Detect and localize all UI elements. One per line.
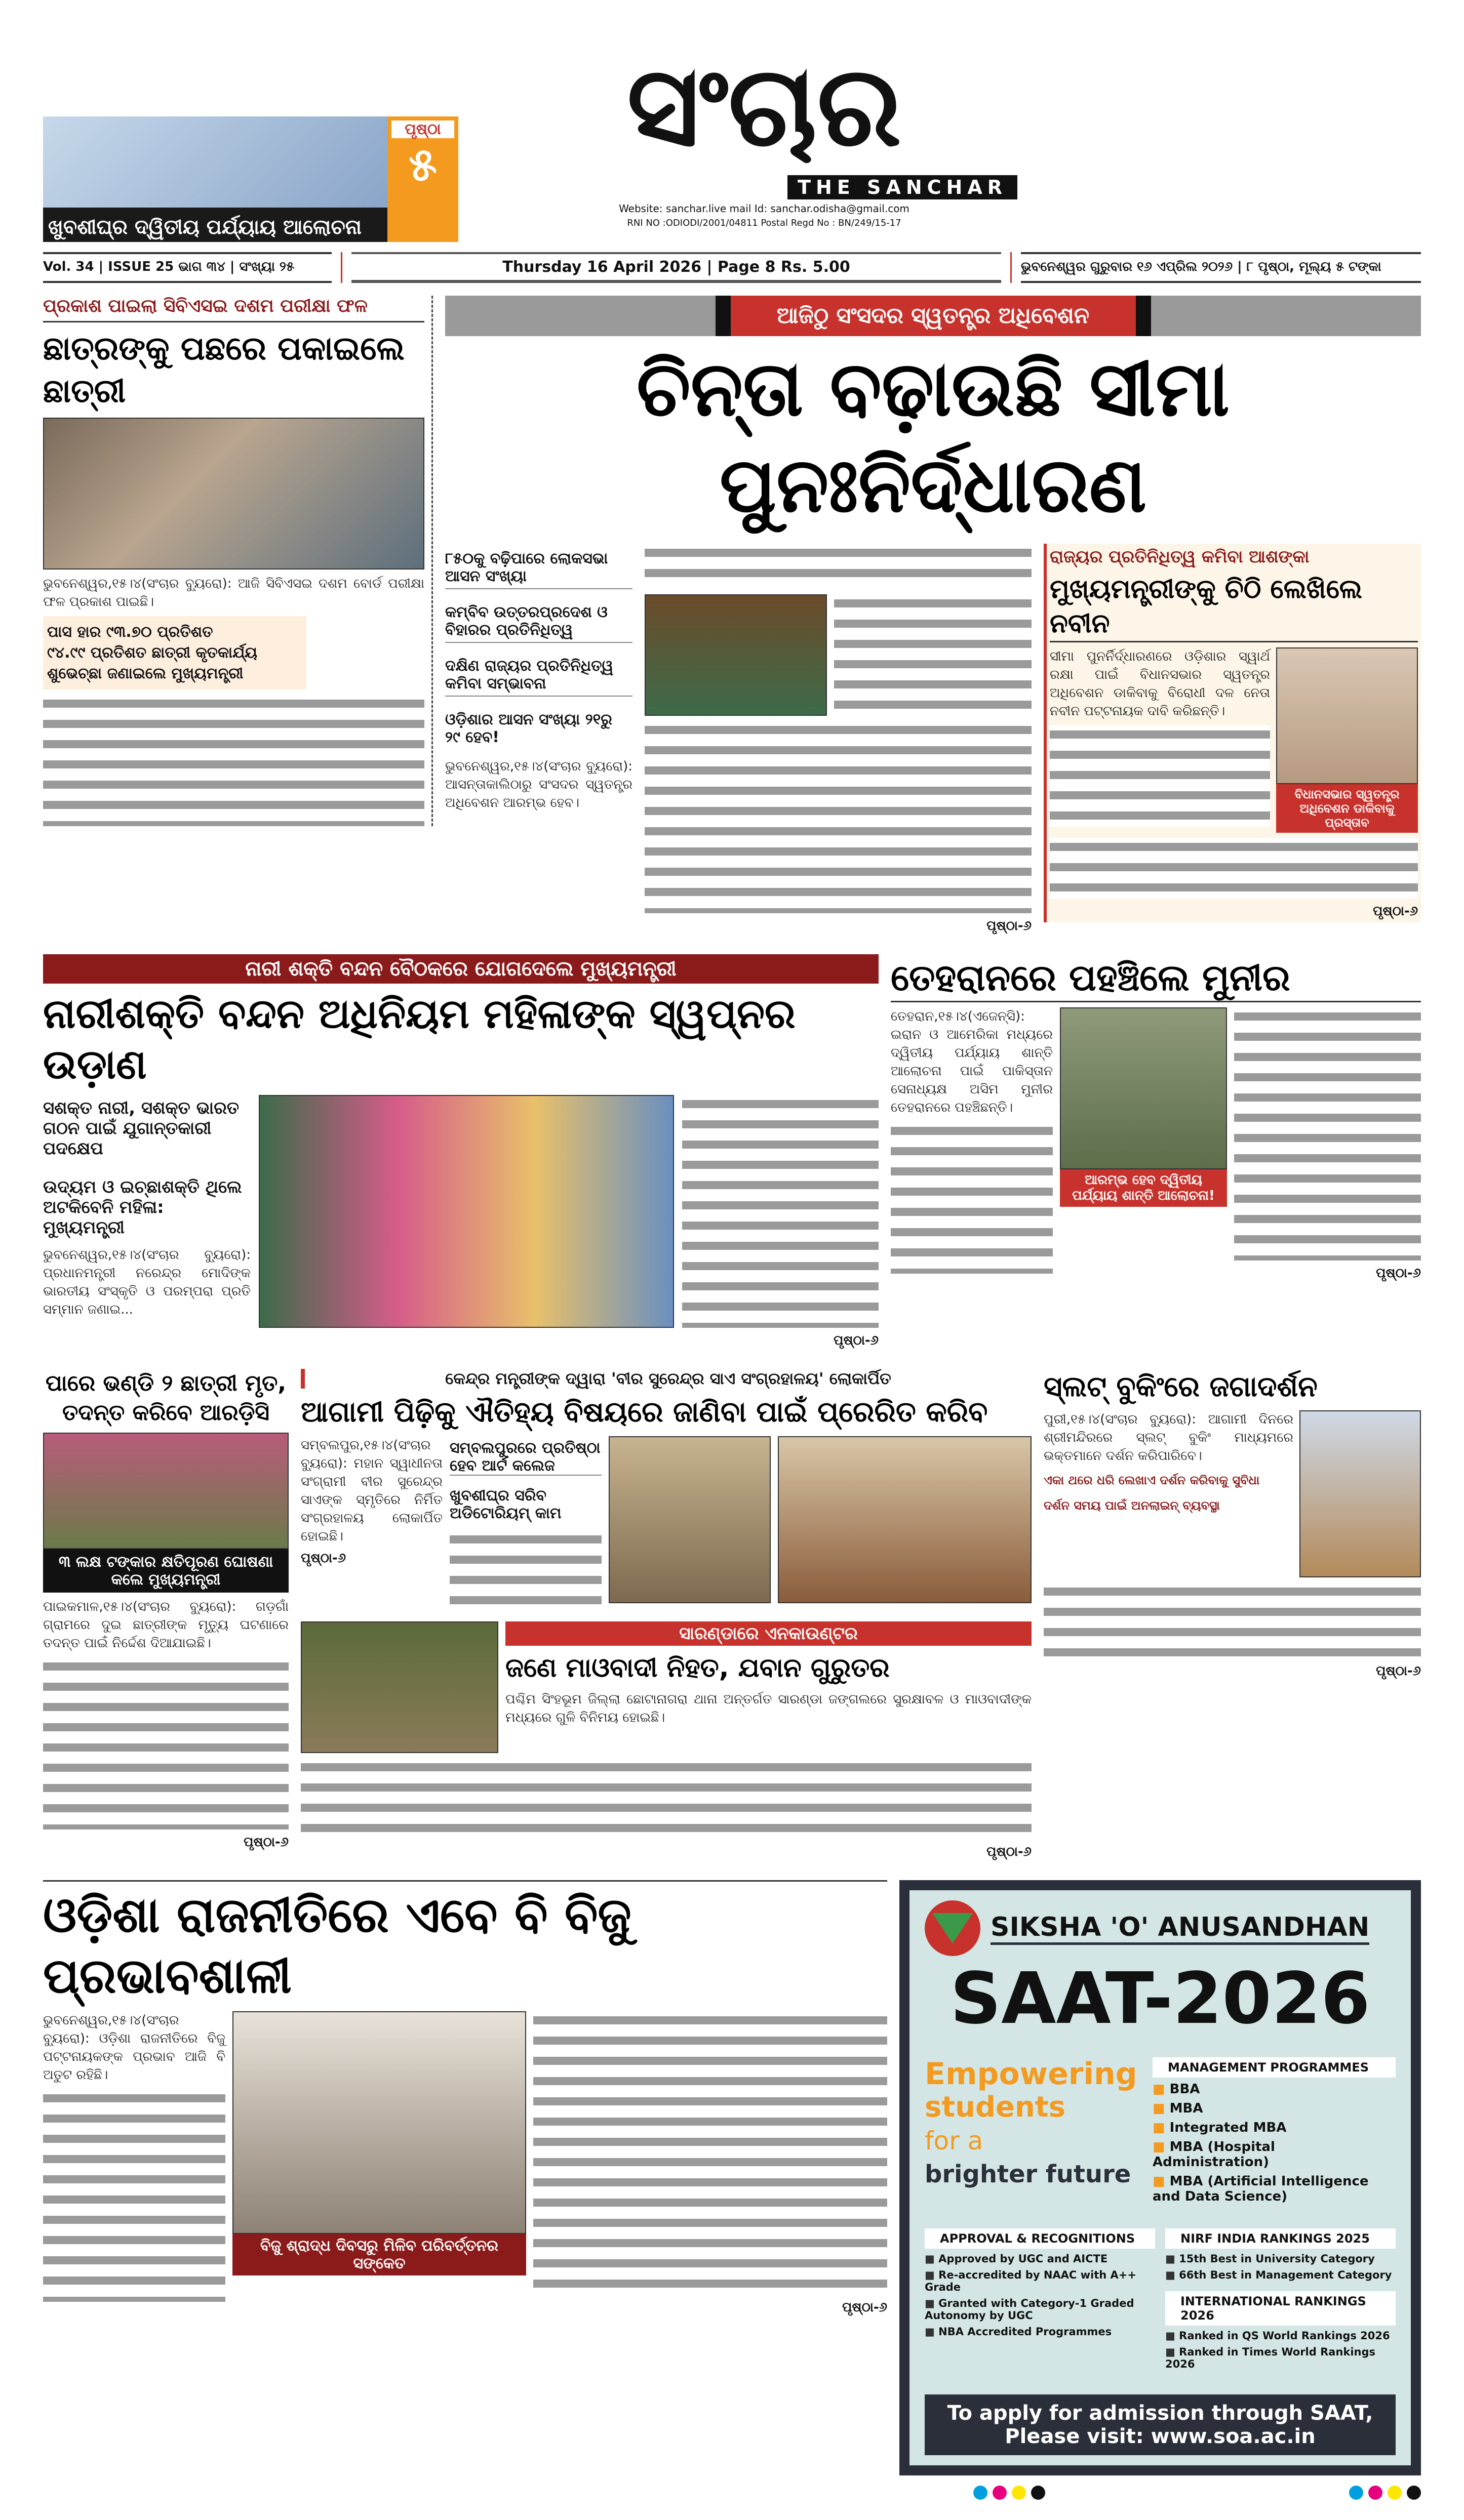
- kicker: ରାଜ୍ୟର ପ୍ରତିନିଧିତ୍ୱ କମିବା ଆଶଙ୍କା: [1050, 547, 1310, 567]
- lead-body: ଭୁବନେଶ୍ୱର,୧୫।୪(ସଂଚାର ବ୍ୟୁରୋ): ଆସନ୍ତାକାଲିଠାରୁ ସଂସଦର ସ୍ୱତନ୍ତ୍ର ଅଧିବେଶନ ଆରମ୍ଭ ହେବ।: [445, 759, 632, 810]
- teaser-page-label: ପୃଷ୍ଠା: [391, 120, 454, 138]
- kicker: ନାରୀ ଶକ୍ତି ବନ୍ଦନ ବୈଠକରେ ଯୋଗଦେଲେ ମୁଖ୍ୟମନ୍ତ୍ରୀ: [43, 954, 879, 984]
- approval-item: ■ NBA Accredited Programmes: [925, 2326, 1155, 2338]
- nirf-item: ■ 15th Best in University Category: [1165, 2253, 1396, 2265]
- teaser-box[interactable]: [43, 116, 458, 242]
- odia-date: ଭୁବନେଶ୍ୱର ଗୁରୁବାର ୧୬ ଏପ୍ରିଲ ୨୦୨୬ | ୮ ପୃଷ୍ଠା, ମୂଲ୍ୟ ୫ ଟଙ୍କା: [1021, 252, 1421, 283]
- approval-item: ■ Approved by UGC and AICTE: [925, 2253, 1155, 2265]
- body-text: ପୁରୀ,୧୫।୪(ସଂଚାର ବ୍ୟୁରୋ): ଆଗାମୀ ଦିନରେ ଶ୍ରୀମନ୍ଦିରରେ ସ୍ଲଟ୍ ବୁକିଂ ମାଧ୍ୟମରେ ଭକ୍ତମାନେ ଦର୍ଶନ କରିପାରିବେ।: [1044, 1412, 1293, 1464]
- highlight: ଦର୍ଶନ ସମୟ ପାଇଁ ଅନଲାଇନ୍ ବ୍ୟବସ୍ଥା: [1044, 1498, 1220, 1513]
- body-text: ପଶ୍ଚିମ ସିଂହଭୂମ ଜିଲ୍ଲା ଛୋଟାନାଗରା ଥାନା ଅନ୍ତର୍ଗତ ସାରଣ୍ଡା ଜଙ୍ଗଲରେ ସୁରକ୍ଷାବଳ ଓ ମାଓବାଦୀଙ୍କ ମଧ୍ୟରେ ଗୁଳି ବିନିମୟ ହୋଇଛି।: [505, 1692, 1032, 1725]
- highlight: ୯୪.୯୯ ପ୍ରତିଶତ ଛାତ୍ରୀ କୃତକାର୍ଯ୍ୟ: [47, 644, 258, 662]
- jump-link[interactable]: ପୃଷ୍ଠା-୬: [986, 1844, 1032, 1859]
- temple-photo: [1299, 1410, 1421, 1577]
- nirf-item: ■ 66th Best in Management Category: [1165, 2269, 1396, 2281]
- approval-item: ■ Granted with Category-1 Graded Autonomy by UGC: [925, 2297, 1155, 2322]
- photo-caption: ବିଧାନସଭାର ସ୍ୱତନ୍ତ୍ର ଅଧିବେଶନ ଡାକିବାକୁ ପ୍ରସ୍ତାବ: [1276, 784, 1418, 833]
- jump-link[interactable]: ପୃଷ୍ଠା-୬: [842, 2300, 887, 2315]
- lead-points: [445, 544, 632, 812]
- highlights-box: [43, 616, 306, 689]
- headline: ପାରେ ଭଣ୍ଡି ୨ ଛାତ୍ରୀ ମୃତ, ତଦନ୍ତ କରିବେ ଆରଡ଼ିସି: [45, 1370, 287, 1426]
- lead-body-columns: [645, 544, 1032, 589]
- infobar: [43, 252, 1421, 283]
- logo-odia: ସଂଚାର: [626, 42, 902, 171]
- highlight: ଶୁଭେଚ୍ଛା ଜଣାଇଲେ ମୁଖ୍ୟମନ୍ତ୍ରୀ: [47, 665, 244, 682]
- museum-photo-1: [609, 1436, 771, 1603]
- lead-point: ଦକ୍ଷିଣ ରାଜ୍ୟର ପ୍ରତିନିଧିତ୍ୱ କମିବା ସମ୍ଭାବନା: [445, 654, 632, 697]
- highlight: ଉଦ୍ୟମ ଓ ଇଚ୍ଛାଶକ୍ତି ଥିଲେ ଅଟକିବେନି ମହିଳା: ମୁଖ୍ୟମନ୍ତ୍ରୀ: [43, 1177, 242, 1238]
- headline: ଆଗାମୀ ପିଢ଼ିକୁ ଐତିହ୍ୟ ବିଷୟରେ ଜାଣିବା ପାଇଁ ପ୍ରେରିତ କରିବ: [301, 1396, 988, 1429]
- lead-kicker: ଆଜିଠୁ ସଂସଦର ସ୍ୱତନ୍ତ୍ର ଅଧିବେଶନ: [716, 296, 1151, 336]
- story-cbse[interactable]: [43, 296, 433, 826]
- headline: ଓଡ଼ିଶା ରାଜନୀତିରେ ଏବେ ବି ବିଜୁ ପ୍ରଭାବଶାଳୀ: [43, 1887, 631, 2004]
- headline: ଜଣେ ମାଓବାଦୀ ନିହତ, ଯବାନ ଗୁରୁତର: [505, 1653, 890, 1683]
- lead-body-columns: [645, 721, 1032, 913]
- biju-photo: [232, 2011, 526, 2234]
- tagline: for a: [925, 2126, 983, 2156]
- story-biju[interactable]: [43, 1880, 887, 2315]
- body-columns: [891, 1122, 1053, 1274]
- masthead-logo: [511, 40, 1017, 228]
- approval-item: ■ Re-accredited by NAAC with A++ Grade: [925, 2269, 1155, 2293]
- body-text: ଭୁବନେଶ୍ୱର,୧୫।୪(ସଂଚାର ବ୍ୟୁରୋ): ଓଡ଼ିଶା ରାଜନୀତିରେ ବିଜୁ ପଟ୍ଟନାୟକଙ୍କ ପ୍ରଭାବ ଆଜି ବି ଅତୁଟ ରହିଛି।: [43, 2013, 225, 2083]
- headline: ଛାତ୍ରଙ୍କୁ ପଛରେ ପକାଇଲେ ଛାତ୍ରୀ: [43, 330, 405, 410]
- teaser-page-number: ୫: [408, 138, 438, 191]
- museum-photo-2: [778, 1436, 1032, 1603]
- body-text: ସୀମା ପୁନର୍ନିର୍ଦ୍ଧାରଣରେ ଓଡ଼ିଶାର ସ୍ୱାର୍ଥ ରକ୍ଷା ପାଇଁ ବିଧାନସଭାର ସ୍ୱତନ୍ତ୍ର ଅଧିବେଶନ ଡାକିବାକୁ ବିରୋଧୀ ଦଳ ନେତା ନବୀନ ପଟ୍ଟନାୟକ ଦାବି କରିଛନ୍ତି।: [1050, 649, 1270, 719]
- kicker: ସାରଣ୍ଡାରେ ଏନକାଉଣ୍ଟର: [505, 1621, 1032, 1646]
- teaser-photo: [43, 116, 387, 208]
- tagline: brighter future: [925, 2160, 1131, 2188]
- students-photo: [43, 418, 424, 570]
- story-jagannath[interactable]: [1044, 1369, 1421, 1679]
- intl-item: ■ Ranked in QS World Rankings 2026: [1165, 2330, 1396, 2342]
- naveen-photo: [1276, 647, 1418, 784]
- divider: [1010, 252, 1012, 283]
- lead-point: କମ୍ବିବ ଉତ୍ତରପ୍ରଦେଶ ଓ ବିହାରର ପ୍ରତିନିଧିତ୍ୱ: [445, 600, 632, 643]
- body-columns: [533, 2011, 887, 2295]
- body-columns: [682, 1095, 879, 1328]
- body-columns: [1050, 725, 1270, 827]
- highlight: ଖୁବଶୀଘ୍ର ସରିବ ଅଡିଟୋରିୟମ୍ କାମ: [450, 1487, 562, 1522]
- lead-point: ୮୫୦କୁ ବଢ଼ିପାରେ ଲୋକସଭା ଆସନ ସଂଖ୍ୟା: [445, 547, 632, 589]
- munir-photo: [1060, 1007, 1227, 1169]
- parliament-photo: [645, 594, 827, 716]
- programmes-title: MANAGEMENT PROGRAMMES: [1153, 2057, 1396, 2078]
- jump-link[interactable]: ପୃଷ୍ଠା-୬: [1375, 1663, 1421, 1679]
- ad-title: SAAT-2026: [950, 1958, 1370, 2040]
- body-columns: [43, 2089, 225, 2302]
- soa-seal-logo: [925, 1900, 980, 1956]
- kicker: ପ୍ରକାଶ ପାଇଲା ସିବିଏସଇ ଦଶମ ପରୀକ୍ଷା ଫଳ: [43, 296, 424, 322]
- highlight: ସମ୍ବଲପୁରରେ ପ୍ରତିଷ୍ଠା ହେବ ଆର୍ଟ କଲେଜ: [450, 1439, 602, 1476]
- jump-link[interactable]: ପୃଷ୍ଠା-୬: [833, 1333, 879, 1348]
- lead-headline[interactable]: ଚିନ୍ତା ବଢ଼ାଉଛି ସୀମା ପୁନଃନିର୍ଦ୍ଧାରଣ: [637, 345, 1230, 530]
- body-columns: [43, 695, 424, 826]
- photo-caption: ଆରମ୍ଭ ହେବ ଦ୍ୱିତୀୟ ପର୍ଯ୍ୟାୟ ଶାନ୍ତି ଆଲୋଚନା!: [1060, 1169, 1227, 1207]
- logo-english: THE SANCHAR: [787, 175, 1017, 199]
- body-text: ଭୁବନେଶ୍ୱର,୧୫।୪(ସଂଚାର ବ୍ୟୁରୋ): ପ୍ରଧାନମନ୍ତ୍ରୀ ନରେନ୍ଦ୍ର ମୋଦିଙ୍କ ଭାରତୀୟ ସଂସ୍କୃତି ଓ ପରମ୍ପରା ପ୍ରତି ସମ୍ମାନ ଜଣାଇ...: [43, 1247, 251, 1317]
- jump-link[interactable]: ପୃଷ୍ଠା-୬: [1375, 1266, 1421, 1281]
- highlight: ପାସ ହାର ୯୩.୭୦ ପ୍ରତିଶତ: [47, 623, 213, 641]
- body-text: ପାଇକମାଳ,୧୫।୪(ସଂଚାର ବ୍ୟୁରୋ): ଗଡ଼ଗାଁ ଗ୍ରାମରେ ଦୁଇ ଛାତ୍ରୀଙ୍କ ମୃତ୍ୟୁ ଘଟଣାରେ ତଦନ୍ତ ପାଇଁ ନିର୍ଦ୍ଦେଶ ଦିଆଯାଇଛି।: [43, 1599, 289, 1651]
- approval-title: APPROVAL & RECOGNITIONS: [925, 2228, 1155, 2249]
- programme-item: ■ MBA (Artificial Intelligence and Data Science): [1153, 2174, 1396, 2204]
- body-columns: [1044, 1582, 1421, 1658]
- programme-item: ■ Integrated MBA: [1153, 2120, 1396, 2135]
- teaser-text: ଖୁବଶୀଘ୍ର ଦ୍ୱିତୀୟ ପର୍ଯ୍ୟାୟ ଆଲୋଚନା: [48, 216, 362, 239]
- headline: ମୁଖ୍ୟମନ୍ତ୍ରୀଙ୍କୁ ଚିଠି ଲେଖିଲେ ନବୀନ: [1050, 572, 1418, 642]
- issue-date: Thursday 16 April 2026 | Page 8 Rs. 5.00: [351, 252, 1001, 283]
- soa-advertisement[interactable]: [899, 1880, 1421, 2475]
- highlight: ସଶକ୍ତ ନାରୀ, ସଶକ୍ତ ଭାରତ ଗଠନ ପାଇଁ ଯୁଗାନ୍ତକାରୀ ପଦକ୍ଷେପ: [43, 1098, 240, 1159]
- lead-point: ଓଡ଼ିଶାର ଆସନ ସଂଖ୍ୟା ୨୧ରୁ ୨୯ ହେବ!: [445, 711, 613, 746]
- body-columns: [1234, 1007, 1421, 1261]
- highlight: ଏକା ଥରେ ଧରି ଲେଖାଏ ଦର୍ଶନ କରିବାକୁ ସୁବିଧା: [1044, 1473, 1260, 1487]
- jump-link[interactable]: ପୃଷ୍ଠା-୬: [1372, 904, 1418, 919]
- photo-caption: ୩ ଲକ୍ଷ ଟଙ୍କାର କ୍ଷତିପୂରଣ ଘୋଷଣା କଲେ ମୁଖ୍ୟମନ୍ତ୍ରୀ: [43, 1549, 289, 1593]
- tagline: Empowering: [925, 2056, 1137, 2092]
- story-drown[interactable]: [43, 1369, 289, 1850]
- story-tehran[interactable]: [891, 954, 1421, 1281]
- body-columns: [1050, 838, 1418, 899]
- rni-line: RNI NO :ODIODI/2001/04811 Postal Regd No : BN/249/15-17: [627, 218, 901, 228]
- programme-item: ■ BBA: [1153, 2082, 1396, 2097]
- lead-body-columns: [834, 594, 1032, 716]
- print-registration-marks: [1349, 2486, 1421, 2500]
- body-columns: [450, 1530, 602, 1606]
- cta-line: To apply for admission through SAAT,: [947, 2402, 1373, 2425]
- tagline: students: [925, 2091, 1066, 2124]
- cta-url[interactable]: Please visit: www.soa.ac.in: [1005, 2425, 1316, 2448]
- headline: ସ୍ଲଟ୍ ବୁକିଂରେ ଜଗାଦର୍ଶନ: [1044, 1370, 1318, 1403]
- ad-brand: SIKSHA 'O' ANUSANDHAN: [991, 1912, 1369, 1945]
- jump-link[interactable]: ପୃଷ୍ଠା-୬: [986, 918, 1032, 933]
- headline: ତେହରାନରେ ପହଞ୍ଚିଲେ ମୁନୀର: [891, 954, 1421, 1002]
- story-nari[interactable]: [43, 954, 879, 1349]
- jump-link[interactable]: ପୃଷ୍ଠା-୬: [243, 1835, 289, 1850]
- body-columns: [301, 1758, 1032, 1839]
- intl-title: INTERNATIONAL RANKINGS 2026: [1165, 2291, 1396, 2326]
- masthead: [43, 40, 1421, 242]
- print-registration-marks: [973, 2486, 1045, 2500]
- apply-cta[interactable]: [925, 2394, 1396, 2455]
- volume-issue: Vol. 34 | ISSUE 25 ଭାଗ ୩୪ | ସଂଖ୍ୟା ୨୫: [43, 252, 332, 283]
- story-museum[interactable]: [301, 1369, 1032, 1606]
- website-line: Website: sanchar.live mail Id: sanchar.odisha@gmail.com: [619, 202, 909, 215]
- body-text: ସମ୍ବଲପୁର,୧୫।୪(ସଂଚାର ବ୍ୟୁରୋ): ମହାନ ସ୍ୱାଧୀନତା ସଂଗ୍ରାମୀ ବୀର ସୁରେନ୍ଦ୍ର ସାଏଙ୍କ ସ୍ମୃତିରେ ନିର୍ମିତ ସଂଗ୍ରହାଳୟ ଲୋକାର୍ପିତ ହୋଇଛି।: [301, 1438, 443, 1544]
- forces-photo: [301, 1621, 498, 1753]
- body-text: ତେହରାନ,୧୫।୪(ଏଜେନ୍ସି): ଇରାନ ଓ ଆମେରିକା ମଧ୍ୟରେ ଦ୍ୱିତୀୟ ପର୍ଯ୍ୟାୟ ଶାନ୍ତି ଆଲୋଚନା ପାଇଁ ପାକିସ୍ତାନ ସେନାଧ୍ୟକ୍ଷ ଅସିମ ମୁନୀର ତେହରାନରେ ପହଞ୍ଚିଛନ୍ତି।: [891, 1009, 1053, 1115]
- body-text: ଭୁବନେଶ୍ୱର,୧୫।୪(ସଂଚାର ବ୍ୟୁରୋ): ଆଜି ସିବିଏସଇ ଦଶମ ବୋର୍ଡ ପରୀକ୍ଷା ଫଳ ପ୍ରକାଶ ପାଇଛି।: [43, 576, 424, 609]
- intl-item: ■ Ranked in Times World Rankings 2026: [1165, 2346, 1396, 2370]
- event-photo: [259, 1095, 674, 1328]
- divider: [341, 252, 342, 283]
- headline: ନାରୀଶକ୍ତି ବନ୍ଦନ ଅଧିନିୟମ ମହିଳାଙ୍କ ସ୍ୱପ୍ନର ଉଡ଼ାଣ: [43, 990, 796, 1088]
- teaser-page-badge: [387, 116, 458, 242]
- drown-photo: [43, 1433, 289, 1549]
- story-naveen[interactable]: [1044, 544, 1421, 922]
- lead-kicker-bar: [445, 296, 1421, 336]
- programme-item: ■ MBA (Hospital Administration): [1153, 2139, 1396, 2170]
- body-columns: [43, 1657, 289, 1830]
- kicker: କେନ୍ଦ୍ର ମନ୍ତ୍ରୀଙ୍କ ଦ୍ୱାରା 'ବୀର ସୁରେନ୍ଦ୍ର ସାଏ ସଂଗ୍ରହାଳୟ' ଲୋକାର୍ପିତ: [301, 1369, 1032, 1389]
- story-maoist[interactable]: [301, 1621, 1032, 1860]
- programme-item: ■ MBA: [1153, 2101, 1396, 2116]
- jump-link[interactable]: ପୃଷ୍ଠା-୬: [301, 1551, 346, 1566]
- nirf-title: NIRF INDIA RANKINGS 2025: [1165, 2228, 1396, 2249]
- photo-caption: ବିଜୁ ଶ୍ରାଦ୍ଧ ଦିବସରୁ ମିଳିବ ପରିବର୍ତ୍ତନର ସଙ୍କେତ: [232, 2234, 526, 2275]
